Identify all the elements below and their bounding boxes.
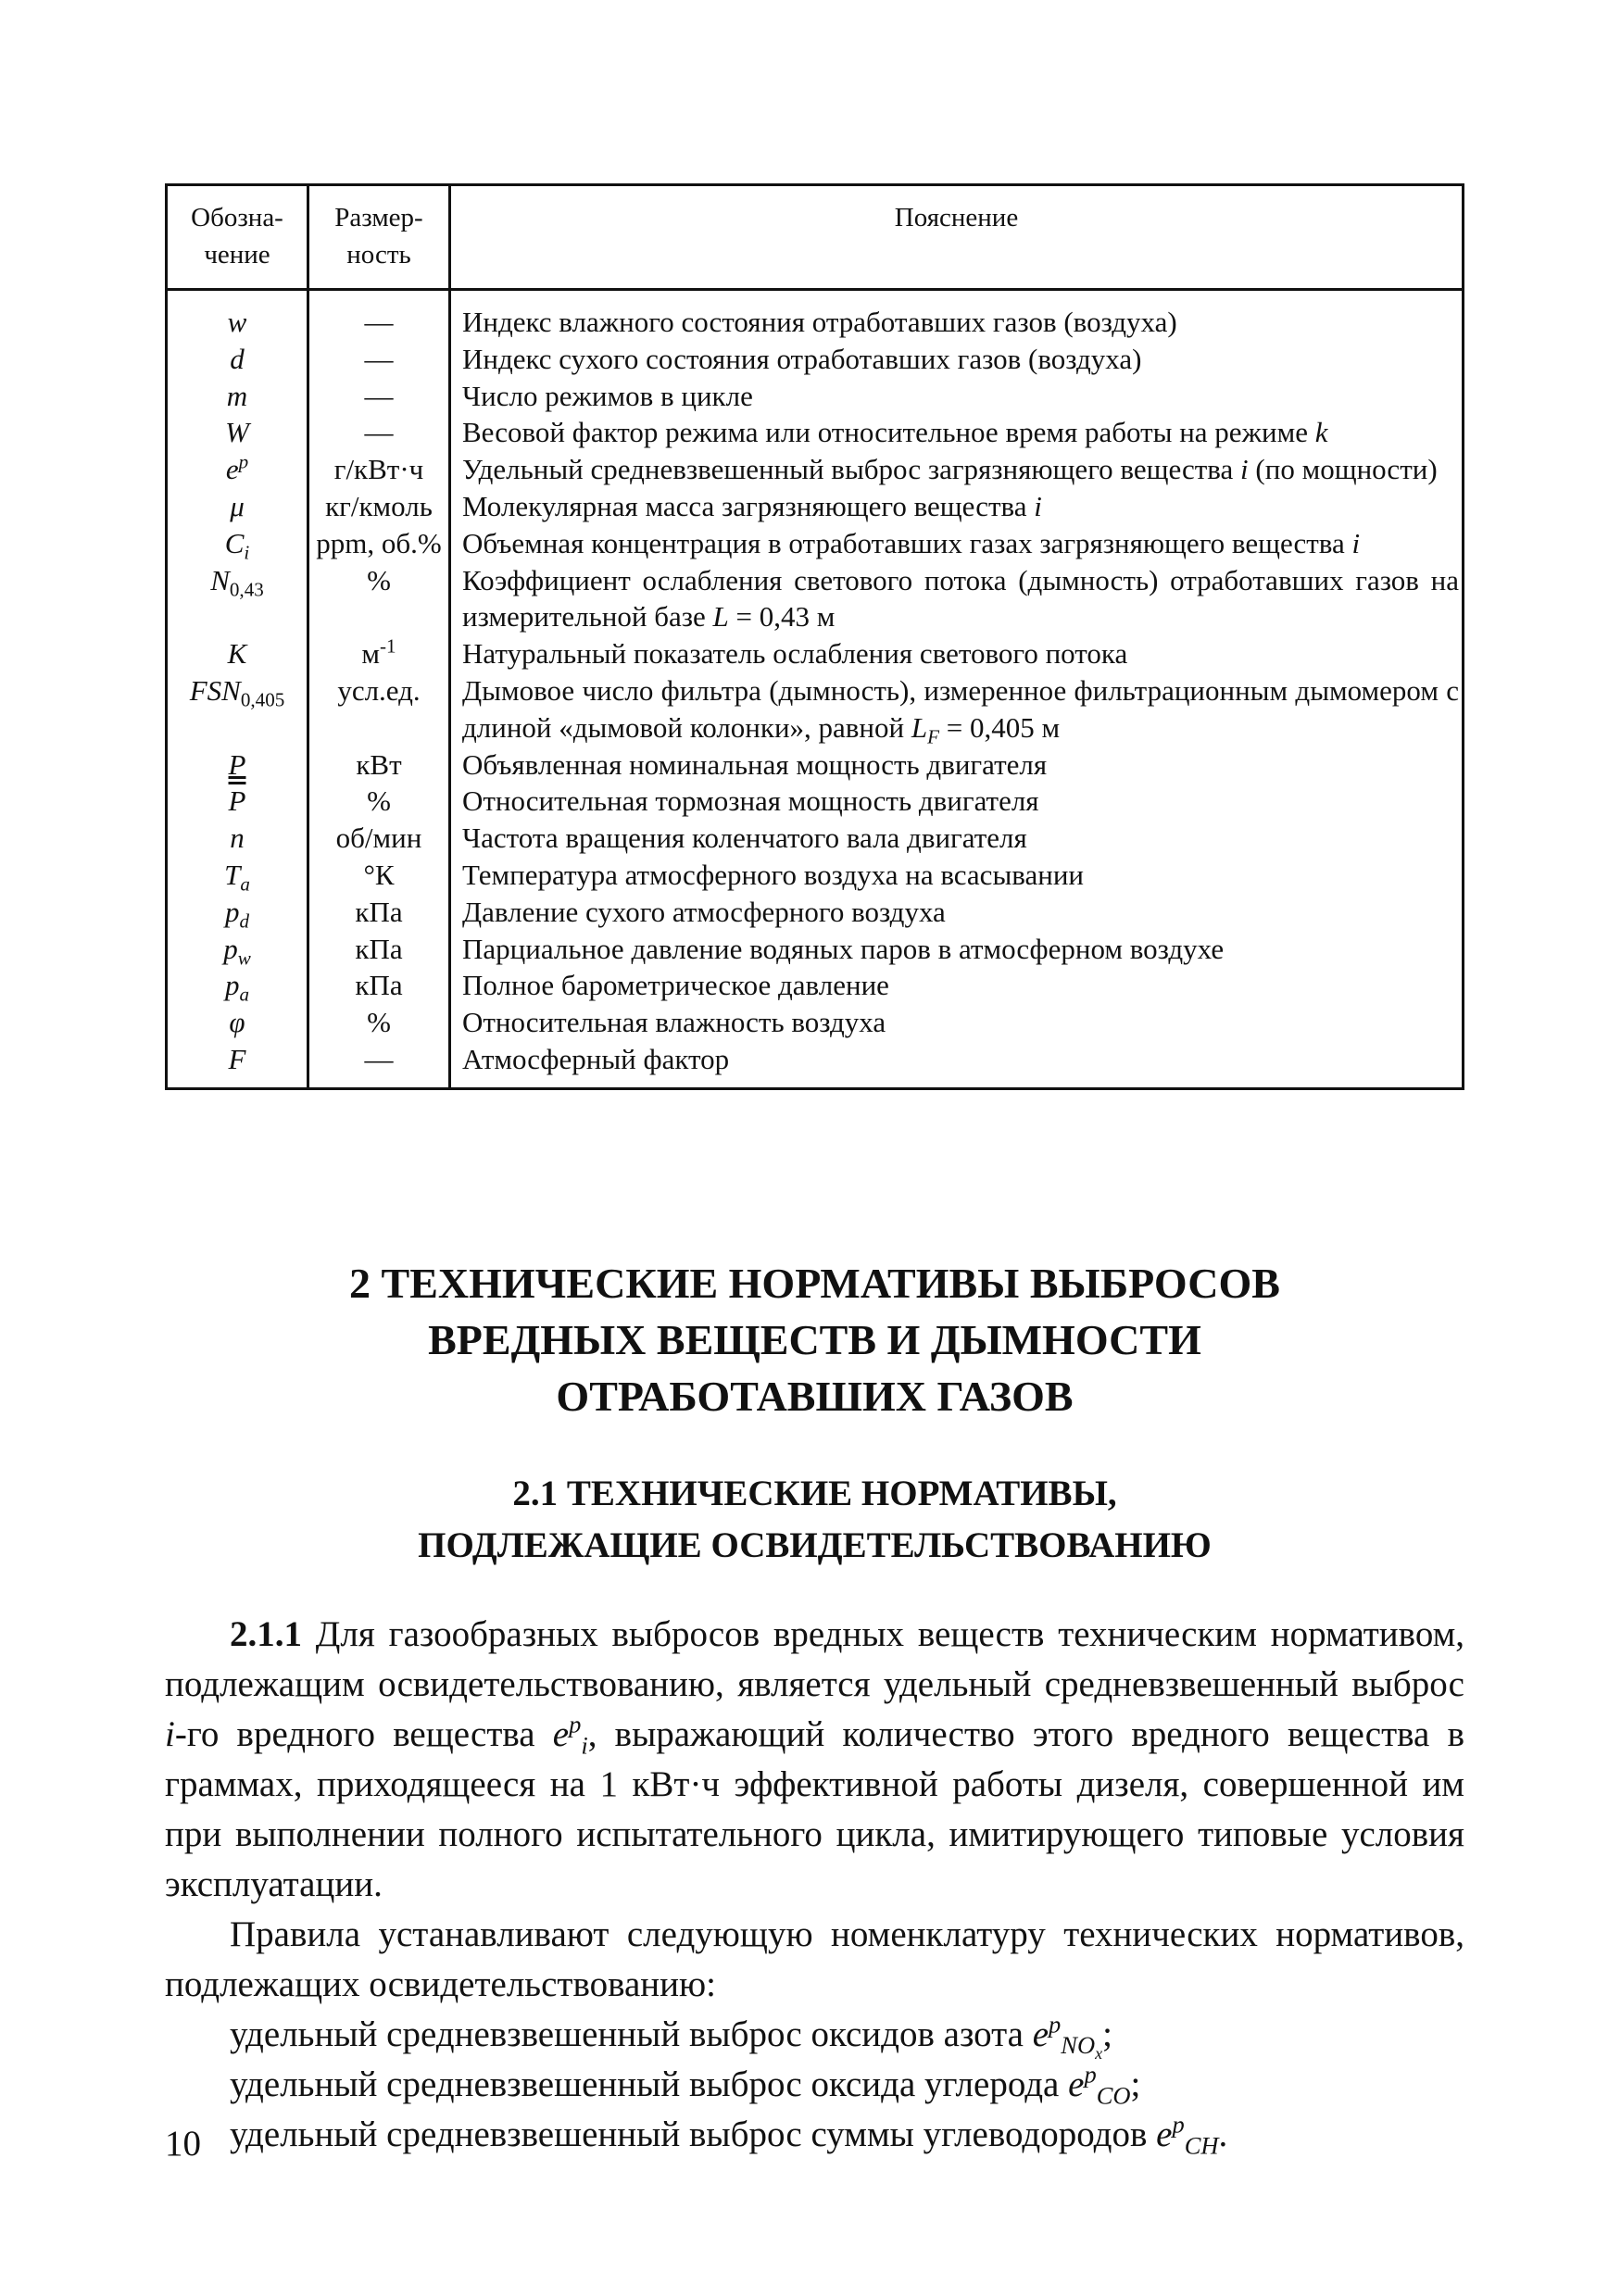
symbol-cell: n: [167, 820, 308, 857]
desc-var: L: [712, 600, 729, 634]
symbol-cell: w: [167, 290, 308, 341]
desc-var: i: [1034, 489, 1042, 522]
formula-base: e: [1156, 2114, 1173, 2154]
symbol-sub: d: [239, 910, 250, 933]
clause-number: 2.1.1: [230, 1614, 302, 1654]
description-cell: Полное барометрическое давление: [462, 969, 889, 1002]
desc-var: L: [911, 710, 928, 744]
inline-formula: [1156, 2110, 1219, 2160]
formula-base: e: [1032, 2014, 1049, 2054]
table-row: [167, 562, 1464, 636]
unit-cell: °К: [308, 857, 450, 894]
symbol-sub: a: [239, 984, 250, 1007]
subsection-heading-line: 2.1 ТЕХНИЧЕСКИЕ НОРМАТИВЫ,: [512, 1474, 1117, 1513]
inline-formula: [1068, 2060, 1131, 2110]
section-heading-line: ВРЕДНЫХ ВЕЩЕСТВ И ДЫМНОСТИ: [428, 1316, 1201, 1363]
table-row: [167, 931, 1464, 968]
symbol-cell: [167, 672, 308, 747]
description-cell: Относительная влажность воздуха: [462, 1006, 886, 1039]
list-item-end: ;: [1130, 2064, 1141, 2104]
unit-cell: об/мин: [308, 820, 450, 857]
list-item-end: ;: [1102, 2014, 1112, 2054]
symbol-base: p: [224, 969, 240, 1002]
desc-text: Объемная концентрация в отработавших газах загрязняющего вещества: [462, 526, 1345, 559]
header-unit-line1: Размер-: [334, 203, 423, 232]
paragraph-text: Для газообразных выбросов вредных веществ техническим нормативом, подлежащим освидетельствованию, является удельный средневзвешенный выброс: [165, 1614, 1465, 1704]
formula-base: e: [1068, 2064, 1085, 2104]
description-cell: [450, 525, 1464, 562]
paragraph-text: -го вредного вещества: [174, 1714, 535, 1754]
header-explanation: Пояснение: [450, 185, 1464, 290]
section-heading: [165, 1255, 1464, 1424]
list-item: [165, 2110, 1464, 2160]
desc-var: i: [1351, 526, 1361, 559]
formula-sup: p: [1172, 2110, 1185, 2139]
symbol-base: N: [210, 563, 230, 596]
desc-text: Молекулярная масса загрязняющего вещества: [462, 489, 1027, 522]
symbol-cell: m: [167, 378, 308, 415]
list-item: [165, 2010, 1464, 2064]
table-row: [167, 820, 1464, 857]
desc-text: Удельный средневзвешенный выброс загрязняющего вещества: [462, 453, 1234, 486]
header-symbol: [167, 185, 308, 290]
symbol-base: FSN: [189, 673, 241, 707]
table-row: [167, 783, 1464, 820]
unit-cell: кПа: [308, 967, 450, 1004]
formula-sub: i: [581, 1731, 588, 1760]
description-cell: Частота вращения коленчатого вала двигателя: [462, 822, 1027, 855]
description-cell: Объявленная номинальная мощность двигателя: [462, 747, 1048, 781]
symbol-cell: [167, 525, 308, 562]
list-item: [165, 2060, 1464, 2110]
desc-text: Коэффициент ослабления светового потока (дымность) отработавших газов на измерительной базе: [462, 563, 1459, 634]
unit-cell: —: [308, 341, 450, 378]
header-symbol-line1: Обозна-: [191, 203, 283, 232]
body-text: [165, 1610, 1464, 2160]
table-header-row: [167, 185, 1464, 290]
desc-var: k: [1314, 416, 1328, 449]
description-cell: Парциальное давление водяных паров в атмосферном воздухе: [462, 932, 1225, 965]
description-cell: Число режимов в цикле: [462, 379, 753, 412]
description-cell: Температура атмосферного воздуха на всасывании: [462, 858, 1085, 891]
unit-cell: —: [308, 414, 450, 451]
unit-cell: кг/кмоль: [308, 488, 450, 525]
table-row: [167, 488, 1464, 525]
formula-subsub: x: [1095, 2044, 1103, 2064]
symbol-sub: w: [237, 947, 251, 970]
symbol-cell: [167, 747, 308, 784]
table-row: [167, 414, 1464, 451]
description-cell: Индекс влажного состояния отработавших газов (воздуха): [462, 306, 1177, 338]
symbol-sub: a: [240, 872, 250, 896]
page-number: 10: [165, 2124, 201, 2164]
symbol-cell: W: [167, 414, 308, 451]
table-row: [167, 341, 1464, 378]
description-cell: Относительная тормозная мощность двигателя: [462, 784, 1039, 818]
description-cell: [450, 414, 1464, 451]
symbol-base: C: [224, 526, 245, 559]
inline-var: i: [165, 1714, 175, 1754]
table-row: [167, 451, 1464, 488]
inline-formula: [1032, 2010, 1103, 2064]
unit-sup: -1: [380, 634, 396, 658]
description-cell: [450, 451, 1464, 488]
formula-sub: CO: [1096, 2081, 1131, 2110]
symbols-table: [165, 183, 1464, 1090]
symbol-cell: [167, 783, 308, 820]
unit-cell: кПа: [308, 931, 450, 968]
table-row: [167, 1004, 1464, 1041]
unit-cell: —: [308, 378, 450, 415]
unit-cell: кПа: [308, 894, 450, 931]
desc-text: Дымовое число фильтра (дымность), измеренное фильтрационным дымомером с длиной «дымовой колонки», равной: [462, 673, 1459, 744]
list-item-end: .: [1218, 2114, 1228, 2154]
desc-var-sub: F: [927, 725, 939, 748]
symbol-cell: F: [167, 1041, 308, 1088]
table-row: [167, 894, 1464, 931]
section-heading-line: 2 ТЕХНИЧЕСКИЕ НОРМАТИВЫ ВЫБРОСОВ: [349, 1260, 1280, 1307]
symbol-base: $\overline{P}$: [228, 784, 246, 818]
symbol-cell: [167, 857, 308, 894]
inline-formula: [552, 1710, 588, 1760]
table-row: [167, 525, 1464, 562]
unit-cell: %: [308, 1004, 450, 1041]
symbol-base: p: [223, 932, 238, 965]
table-row: [167, 635, 1464, 672]
desc-text: Весовой фактор режима или относительное время работы на режиме: [462, 416, 1308, 449]
subsection-heading: [165, 1468, 1464, 1572]
unit-cell: %: [308, 562, 450, 636]
formula-sup: p: [569, 1710, 582, 1738]
symbol-sup: p: [238, 450, 249, 473]
unit-cell: г/кВт·ч: [308, 451, 450, 488]
formula-sup: p: [1084, 2060, 1097, 2089]
paragraph: Правила устанавливают следующую номенклатуру технических нормативов, подлежащих освидетельствованию:: [165, 1914, 1464, 2004]
paragraph-2-1-1: [165, 1610, 1464, 1910]
description-cell: Атмосферный фактор: [462, 1042, 730, 1075]
symbol-base: P: [228, 747, 246, 781]
desc-text-tail: = 0,405 м: [946, 710, 1061, 744]
unit-cell: [308, 635, 450, 672]
description-cell: Давление сухого атмосферного воздуха: [462, 895, 946, 928]
formula-sub-text: NO: [1061, 2031, 1096, 2060]
header-symbol-line2: чение: [204, 240, 270, 270]
symbol-cell: K: [167, 635, 308, 672]
unit-cell: ppm, об.%: [308, 525, 450, 562]
symbol-base: p: [224, 895, 240, 928]
symbol-cell: [167, 562, 308, 636]
subsection-heading-line: ПОДЛЕЖАЩИЕ ОСВИДЕТЕЛЬСТВОВАНИЮ: [418, 1525, 1212, 1565]
formula-sub: [1061, 2031, 1103, 2064]
list-item-text: удельный средневзвешенный выброс оксидов азота: [230, 2014, 1024, 2054]
header-unit-line2: ность: [346, 240, 411, 270]
table-row: [167, 967, 1464, 1004]
symbol-sub: 0,43: [229, 578, 264, 601]
table-row: [167, 1041, 1464, 1088]
symbol-sub: 0,405: [240, 688, 285, 711]
paragraph-text: , выражающий количество этого вредного вещества в граммах, приходящееся на 1 кВт·ч эффективной работы дизеля, совершенной им при выполнении полного испытательного цикла, имитирующего типовые условия эксплуатации.: [165, 1714, 1464, 1904]
symbol-cell: d: [167, 341, 308, 378]
symbol-cell: [167, 931, 308, 968]
symbol-base: e: [225, 453, 239, 486]
symbol-cell: [167, 967, 308, 1007]
unit-cell: %: [308, 783, 450, 820]
table-row: [167, 672, 1464, 747]
desc-text-tail: = 0,43 м: [735, 600, 836, 634]
header-unit: [308, 185, 450, 290]
description-cell: [450, 562, 1464, 636]
unit-cell: кВт: [308, 747, 450, 784]
table-row: [167, 290, 1464, 341]
unit-base: м: [361, 637, 381, 671]
table-row: [167, 747, 1464, 784]
symbol-cell: [167, 894, 308, 931]
description-cell: [450, 488, 1464, 525]
formula-base: e: [552, 1714, 570, 1754]
description-cell: Натуральный показатель ослабления светового потока: [462, 637, 1128, 671]
symbol-cell: [167, 451, 308, 488]
list-item-text: удельный средневзвешенный выброс суммы углеводородов: [230, 2114, 1148, 2154]
desc-text-tail: (по мощности): [1255, 453, 1438, 486]
description-cell: [450, 672, 1464, 747]
desc-var: i: [1240, 453, 1249, 486]
list-item-text: удельный средневзвешенный выброс оксида углерода: [230, 2064, 1060, 2104]
symbol-base: T: [224, 858, 241, 891]
table-row: [167, 857, 1464, 894]
symbol-sub: i: [244, 541, 250, 564]
formula-sub: CH: [1184, 2131, 1219, 2160]
section-heading-line: ОТРАБОТАВШИХ ГАЗОВ: [556, 1373, 1074, 1420]
symbol-cell: μ: [167, 488, 308, 525]
unit-cell: —: [308, 1041, 450, 1088]
unit-cell: —: [308, 290, 450, 341]
symbol-cell: φ: [167, 1004, 308, 1041]
description-cell: Индекс сухого состояния отработавших газов (воздуха): [462, 342, 1142, 375]
formula-sup: p: [1049, 2010, 1062, 2039]
table-row: [167, 378, 1464, 415]
unit-cell: усл.ед.: [308, 672, 450, 747]
